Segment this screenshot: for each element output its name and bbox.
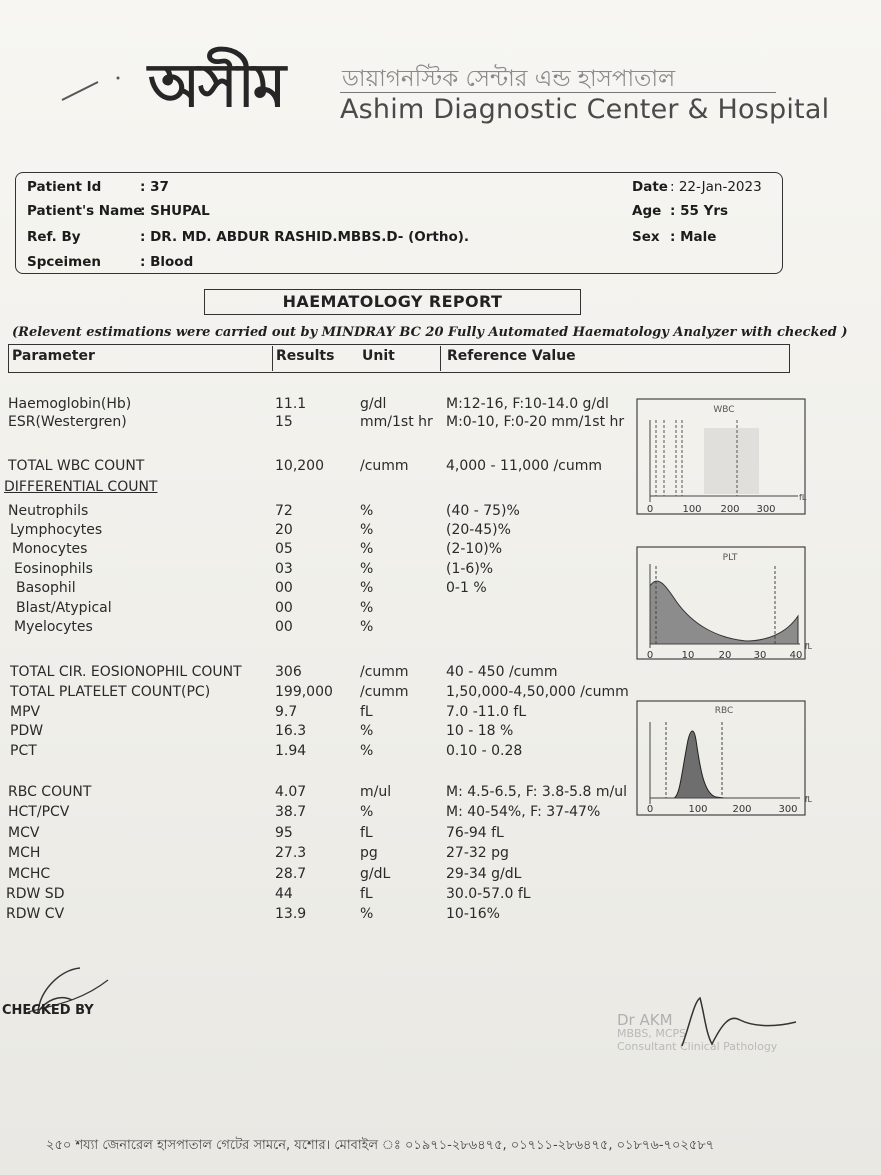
row-reference: M: 40-54%, F: 37-47% (446, 804, 601, 820)
row-parameter: RDW CV (6, 906, 65, 922)
row-result: 15 (275, 414, 293, 430)
sex-label: Sex (632, 229, 660, 245)
row-parameter: HCT/PCV (8, 804, 70, 820)
row-parameter: Neutrophils (8, 503, 89, 519)
col-header-parameter: Parameter (12, 348, 95, 364)
col-header-unit: Unit (362, 348, 395, 364)
row-reference: 4,000 - 11,000 /cumm (446, 458, 603, 474)
specimen-value: : Blood (140, 254, 194, 270)
row-parameter: PCT (10, 743, 37, 759)
row-parameter: Blast/Atypical (16, 600, 112, 616)
row-result: 03 (275, 561, 293, 577)
row-reference: 40 - 450 /cumm (446, 664, 558, 680)
row-parameter: RBC COUNT (8, 784, 92, 800)
row-unit: /cumm (360, 458, 409, 474)
row-result: 27.3 (275, 845, 307, 861)
row-reference: 10 - 18 % (446, 723, 514, 739)
row-unit: % (360, 804, 374, 820)
rbc-graph-title: RBC (714, 706, 734, 716)
report-title: HAEMATOLOGY REPORT (204, 289, 581, 315)
plt-unit: fL (804, 642, 812, 651)
row-parameter: MCH (8, 845, 41, 861)
row-parameter: Lymphocytes (10, 522, 103, 538)
row-unit: % (360, 561, 374, 577)
row-result: 00 (275, 580, 293, 596)
row-reference: 0-1 % (446, 580, 487, 596)
doctor-degree: MBBS, MCPS (617, 1027, 687, 1040)
plt-histogram (636, 546, 812, 662)
row-result: 13.9 (275, 906, 307, 922)
col-header-results: Results (276, 348, 335, 364)
row-reference: 0.10 - 0.28 (446, 743, 523, 759)
row-result: 00 (275, 619, 293, 635)
row-result: 28.7 (275, 866, 307, 882)
row-reference: 1,50,000-4,50,000 /cumm (446, 684, 629, 700)
row-unit: % (360, 723, 374, 739)
row-reference: M:12-16, F:10-14.0 g/dl (446, 396, 609, 412)
patient-id-value: : 37 (140, 179, 169, 195)
row-reference: (1-6)% (446, 561, 494, 577)
row-reference: (40 - 75)% (446, 503, 520, 519)
footer-address: ২৫০ শয্যা জেনারেল হাসপাতাল গেটের সামনে, যশোর। মোবাইল ঃ ০১৯৭১-২৮৬৪৭৫, ০১৭১১-২৮৬৪৭৫, ০১৮৭৬-৭০২৫৮৭ (46, 1138, 715, 1153)
row-result: 16.3 (275, 723, 307, 739)
row-parameter: MPV (10, 704, 41, 720)
row-unit: % (360, 580, 374, 596)
column-divider (272, 346, 273, 371)
row-unit: % (360, 541, 374, 557)
row-result: 05 (275, 541, 293, 557)
row-result: 199,000 (275, 684, 333, 700)
hospital-name-bn: ডায়াগনস্টিক সেন্টার এন্ড হাসপাতাল (342, 66, 676, 92)
row-parameter: Monocytes (12, 541, 88, 557)
age-label: Age (632, 203, 662, 219)
rbc-tick: 300 (778, 804, 798, 815)
row-reference: (20-45)% (446, 522, 511, 538)
row-parameter: MCV (8, 825, 40, 841)
plt-tick: 40 (789, 650, 803, 661)
table-header (8, 344, 790, 373)
row-unit: g/dl (360, 396, 387, 412)
pen-mark-icon (58, 70, 128, 106)
row-unit: fL (360, 886, 373, 902)
patient-id-label: Patient Id (27, 179, 102, 195)
row-parameter: TOTAL WBC COUNT (8, 458, 145, 474)
logo-text: অসীম (148, 51, 285, 121)
wbc-histogram (636, 398, 808, 518)
hospital-name-en: Ashim Diagnostic Center & Hospital (340, 94, 830, 125)
row-result: 72 (275, 503, 293, 519)
ref-by-value: : DR. MD. ABDUR RASHID.MBBS.D- (Ortho). (140, 229, 470, 245)
row-result: 00 (275, 600, 293, 616)
row-parameter: MCHC (8, 866, 51, 882)
row-result: 38.7 (275, 804, 307, 820)
rbc-tick: 100 (688, 804, 708, 815)
row-result: 44 (275, 886, 293, 902)
wbc-graph-title: WBC (713, 405, 735, 415)
row-result: 11.1 (275, 396, 307, 412)
row-reference: 30.0-57.0 fL (446, 886, 531, 902)
doctor-signature-scribble (672, 994, 802, 1054)
rbc-tick: 0 (646, 804, 654, 815)
row-parameter: TOTAL PLATELET COUNT(PC) (10, 684, 211, 700)
row-parameter: Haemoglobin(Hb) (8, 396, 132, 412)
row-unit: fL (360, 825, 373, 841)
plt-tick: 10 (681, 650, 695, 661)
doctor-name: Dr AKM (617, 1011, 673, 1029)
column-divider (440, 346, 441, 371)
row-reference: M: 4.5-6.5, F: 3.8-5.8 m/ul (446, 784, 628, 800)
rbc-tick: 200 (732, 804, 752, 815)
row-reference: 7.0 -11.0 fL (446, 704, 527, 720)
row-result: 1.94 (275, 743, 307, 759)
doctor-title: Consultant Clinical Pathology (617, 1040, 778, 1053)
row-unit: g/dL (360, 866, 391, 882)
row-unit: pg (360, 845, 378, 861)
row-reference: 29-34 g/dL (446, 866, 522, 882)
row-unit: % (360, 600, 374, 616)
analyzer-note: (Relevent estimations were carried out by MINDRAY BC 20 Fully Automated Haematology Analyzer with checked ) (12, 325, 848, 340)
wbc-tick: 0 (646, 504, 654, 515)
rbc-unit: fL (804, 795, 812, 804)
patient-name-value: : SHUPAL (140, 203, 210, 219)
row-parameter: DIFFERENTIAL COUNT (4, 479, 158, 495)
date-label: Date (632, 179, 668, 195)
row-reference: 76-94 fL (446, 825, 504, 841)
checker-signature (10, 960, 120, 1030)
row-parameter: Eosinophils (14, 561, 93, 577)
patient-name-label: Patient's Name (27, 203, 143, 219)
row-unit: % (360, 503, 374, 519)
rbc-histogram (636, 700, 812, 818)
wbc-tick: 300 (756, 504, 776, 515)
wbc-tick: 200 (720, 504, 740, 515)
plt-graph-title: PLT (722, 553, 738, 563)
row-parameter: RDW SD (6, 886, 65, 902)
row-parameter: Basophil (16, 580, 76, 596)
col-header-reference: Reference Value (447, 348, 576, 364)
row-reference: M:0-10, F:0-20 mm/1st hr (446, 414, 625, 430)
row-parameter: TOTAL CIR. EOSIONOPHIL COUNT (10, 664, 242, 680)
sex-value: : Male (670, 229, 717, 245)
row-unit: mm/1st hr (360, 414, 433, 430)
row-result: 10,200 (275, 458, 324, 474)
row-unit: % (360, 619, 374, 635)
wbc-unit: fL (799, 493, 807, 502)
checked-by-label: CHECKED BY (2, 1003, 94, 1018)
date-value: : 22-Jan-2023 (670, 179, 762, 195)
header-rule (340, 92, 776, 93)
row-parameter: ESR(Westergren) (8, 414, 127, 430)
row-unit: /cumm (360, 684, 409, 700)
plt-tick: 30 (753, 650, 767, 661)
row-result: 306 (275, 664, 302, 680)
plt-tick: 0 (646, 650, 654, 661)
ref-by-label: Ref. By (27, 229, 81, 245)
row-result: 20 (275, 522, 293, 538)
specimen-label: Spceimen (27, 254, 102, 270)
row-unit: % (360, 906, 374, 922)
row-parameter: PDW (10, 723, 44, 739)
row-parameter: Myelocytes (14, 619, 93, 635)
row-unit: % (360, 743, 374, 759)
row-result: 95 (275, 825, 293, 841)
row-unit: m/ul (360, 784, 392, 800)
row-reference: 10-16% (446, 906, 500, 922)
row-reference: (2-10)% (446, 541, 502, 557)
plt-tick: 20 (718, 650, 732, 661)
row-result: 9.7 (275, 704, 298, 720)
row-unit: /cumm (360, 664, 409, 680)
age-value: : 55 Yrs (670, 203, 729, 219)
row-unit: fL (360, 704, 373, 720)
row-unit: % (360, 522, 374, 538)
row-reference: 27-32 pg (446, 845, 509, 861)
row-result: 4.07 (275, 784, 307, 800)
wbc-tick: 100 (682, 504, 702, 515)
